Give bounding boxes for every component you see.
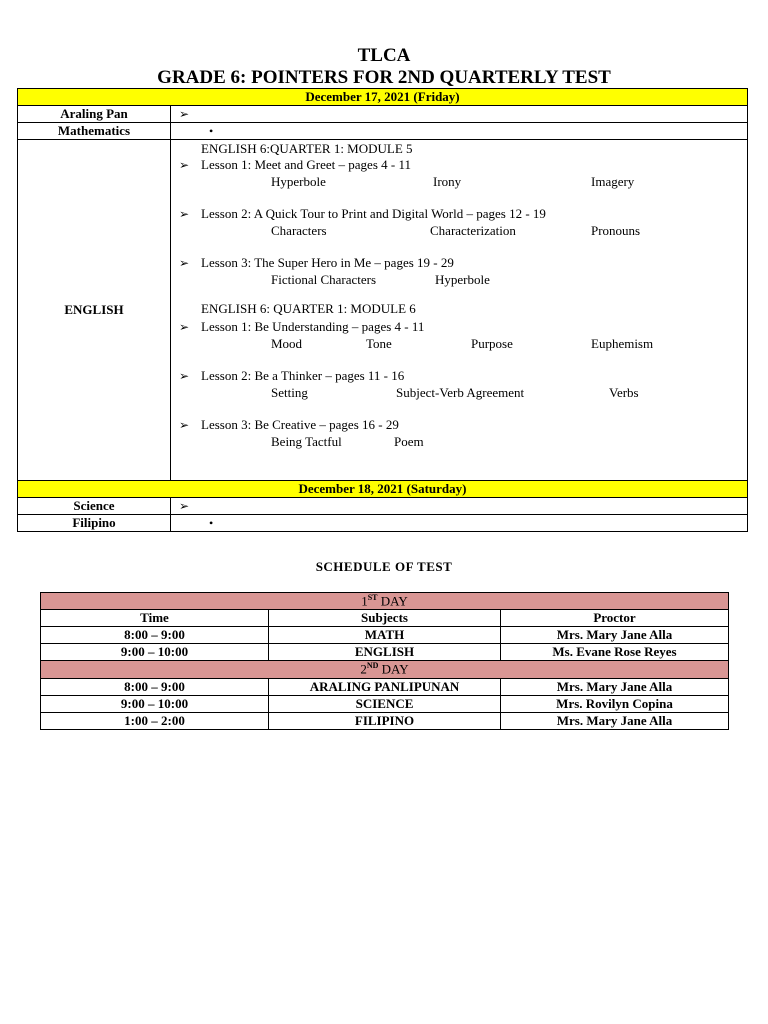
m6-lesson2: ➢ Lesson 2: Be a Thinker – pages 11 - 16 bbox=[179, 368, 405, 383]
arrow-bullet-icon: ➢ bbox=[179, 320, 190, 334]
subject-mathematics: Mathematics bbox=[18, 123, 171, 140]
term: Pronouns bbox=[591, 223, 641, 238]
pointers-table bbox=[17, 88, 748, 532]
proctor-cell: Mrs. Mary Jane Alla bbox=[501, 712, 729, 729]
column-header-proctor: Proctor bbox=[501, 610, 729, 627]
arrow-bullet-icon: ➢ bbox=[179, 158, 190, 172]
column-header-subjects: Subjects bbox=[269, 610, 501, 627]
proctor-cell: Mrs. Mary Jane Alla bbox=[501, 678, 729, 695]
proctor-cell: Mrs. Mary Jane Alla bbox=[501, 627, 729, 644]
term: Verbs bbox=[609, 385, 639, 400]
m6-lesson1: ➢ Lesson 1: Be Understanding – pages 4 - 11 bbox=[179, 319, 425, 334]
araling-pan-content bbox=[171, 106, 748, 123]
bullet-icon: • bbox=[209, 516, 214, 530]
document-title: TLCA bbox=[357, 45, 411, 66]
arrow-bullet-icon: ➢ bbox=[179, 499, 190, 513]
term: Tone bbox=[366, 336, 392, 351]
term: Being Tactful bbox=[271, 434, 342, 449]
term: Setting bbox=[271, 385, 308, 400]
day2-bar: 2ND DAY bbox=[41, 661, 729, 678]
m6-lesson3: ➢ Lesson 3: Be Creative – pages 16 - 29 bbox=[179, 417, 399, 432]
subject-english: ENGLISH bbox=[18, 140, 171, 481]
arrow-bullet-icon: ➢ bbox=[179, 418, 190, 432]
term: Poem bbox=[394, 434, 424, 449]
arrow-bullet-icon: ➢ bbox=[179, 107, 190, 121]
proctor-cell: Mrs. Rovilyn Copina bbox=[501, 695, 729, 712]
arrow-bullet-icon: ➢ bbox=[179, 256, 190, 270]
table-row bbox=[41, 627, 729, 644]
mathematics-content bbox=[171, 123, 748, 140]
module5-title: ENGLISH 6:QUARTER 1: MODULE 5 bbox=[201, 141, 413, 156]
schedule-table bbox=[40, 592, 729, 730]
time-cell: 8:00 – 9:00 bbox=[41, 678, 269, 695]
filipino-content bbox=[171, 515, 748, 532]
schedule-heading: SCHEDULE OF TEST bbox=[315, 559, 453, 574]
table-row bbox=[41, 678, 729, 695]
m5-lesson2: ➢ Lesson 2: A Quick Tour to Print and Digital World – pages 12 - 19 bbox=[179, 206, 546, 221]
day1-bar: 1ST DAY bbox=[41, 593, 729, 610]
term: Characterization bbox=[430, 223, 516, 238]
term: Purpose bbox=[471, 336, 513, 351]
term: Fictional Characters bbox=[271, 272, 377, 287]
m5-lesson1: ➢ Lesson 1: Meet and Greet – pages 4 - 11 bbox=[179, 157, 411, 172]
proctor-cell: Ms. Evane Rose Reyes bbox=[501, 644, 729, 661]
table-row bbox=[41, 695, 729, 712]
subject-araling-pan: Araling Pan bbox=[18, 106, 171, 123]
time-cell: 1:00 – 2:00 bbox=[41, 712, 269, 729]
table-row bbox=[41, 712, 729, 729]
time-cell: 9:00 – 10:00 bbox=[41, 695, 269, 712]
term: Mood bbox=[271, 336, 303, 351]
date-bar-saturday: December 18, 2021 (Saturday) bbox=[18, 481, 748, 498]
subject-filipino: Filipino bbox=[18, 515, 171, 532]
document-subtitle: GRADE 6: POINTERS FOR 2ND QUARTERLY TEST bbox=[157, 67, 611, 88]
table-row bbox=[41, 644, 729, 661]
bullet-icon: • bbox=[209, 124, 214, 138]
m5-lesson3: ➢ Lesson 3: The Super Hero in Me – pages 19 - 29 bbox=[179, 255, 454, 270]
subject-cell: ARALING PANLIPUNAN bbox=[269, 678, 501, 695]
time-cell: 8:00 – 9:00 bbox=[41, 627, 269, 644]
subject-cell: ENGLISH bbox=[269, 644, 501, 661]
subject-cell: MATH bbox=[269, 627, 501, 644]
term: Imagery bbox=[591, 174, 635, 189]
term: Hyperbole bbox=[435, 272, 490, 287]
arrow-bullet-icon: ➢ bbox=[179, 369, 190, 383]
date-bar-friday: December 17, 2021 (Friday) bbox=[18, 89, 748, 106]
module6-title: ENGLISH 6: QUARTER 1: MODULE 6 bbox=[201, 301, 416, 316]
subject-cell: SCIENCE bbox=[269, 695, 501, 712]
column-header-time: Time bbox=[41, 610, 269, 627]
subject-cell: FILIPINO bbox=[269, 712, 501, 729]
term: Hyperbole bbox=[271, 174, 326, 189]
term: Euphemism bbox=[591, 336, 654, 351]
term: Subject-Verb Agreement bbox=[396, 385, 525, 400]
science-content bbox=[171, 498, 748, 515]
subject-science: Science bbox=[18, 498, 171, 515]
term: Characters bbox=[271, 223, 327, 238]
arrow-bullet-icon: ➢ bbox=[179, 207, 190, 221]
time-cell: 9:00 – 10:00 bbox=[41, 644, 269, 661]
english-content bbox=[171, 140, 748, 481]
term: Irony bbox=[433, 174, 462, 189]
